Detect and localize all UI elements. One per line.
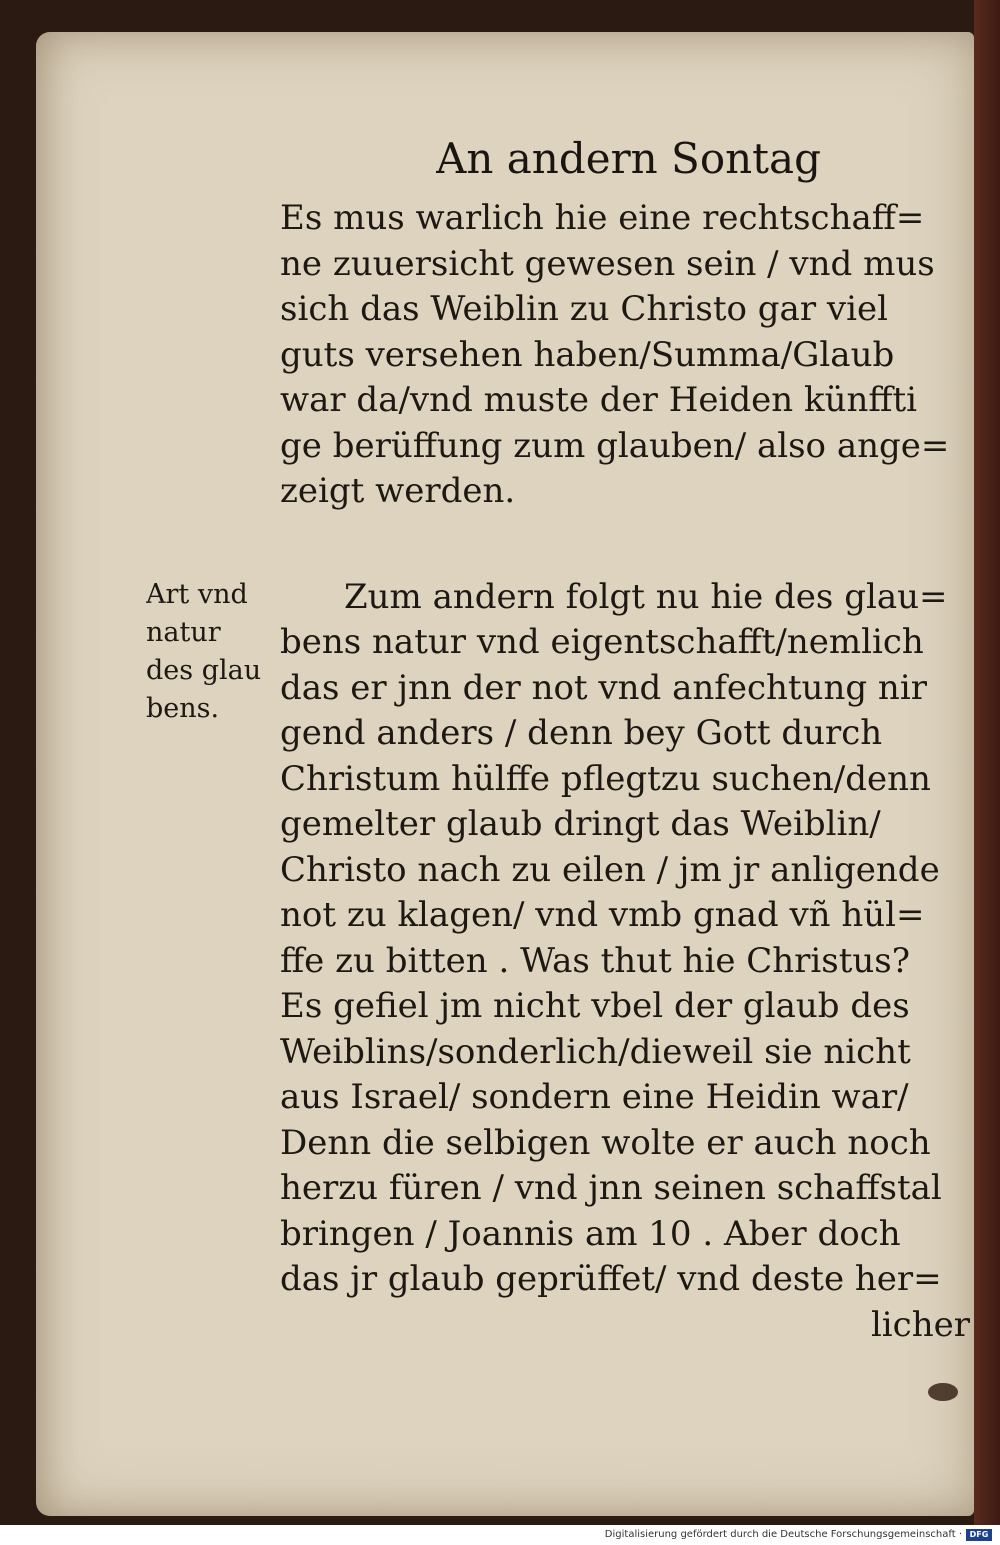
margin-line: bens. <box>146 693 220 724</box>
binding-edge <box>974 0 1000 1525</box>
text-line: Christo nach zu eilen / jm jr anligende <box>280 849 940 890</box>
text-line: bringen / Joannis am 10 . Aber doch <box>280 1213 901 1254</box>
ink-stain <box>928 1383 958 1401</box>
text-line: guts versehen haben/Summa/Glaub <box>280 334 895 375</box>
text-line: Weiblins/sonderlich/dieweil sie nicht <box>280 1031 911 1072</box>
paragraph-gap <box>280 515 970 575</box>
digitization-footer <box>0 1525 1000 1545</box>
margin-line: Art vnd <box>146 579 248 610</box>
text-line: herzu füren / vnd jnn seinen schaffstal <box>280 1168 942 1208</box>
paragraph-1 <box>280 196 970 515</box>
marginal-note <box>146 576 276 728</box>
text-line: zeigt werden. <box>280 471 516 511</box>
text-line: das er jnn der not vnd anfechtung nir <box>280 667 927 708</box>
margin-line: des glau <box>146 655 262 686</box>
text-line: Zum andern folgt nu hie des glau= <box>344 576 948 617</box>
text-line: Denn die selbigen wolte er auch noch <box>280 1122 931 1163</box>
text-line: not zu klagen/ vnd vmb gnad vñ hül= <box>280 895 925 935</box>
dfg-logo: DFG <box>966 1529 992 1541</box>
text-line: war da/vnd muste der Heiden künffti <box>280 380 918 420</box>
text-line: Christum hülffe pflegtzu suchen/denn <box>280 758 931 799</box>
text-line: gemelter glaub dringt das Weiblin/ <box>280 804 881 844</box>
main-text-block <box>280 196 970 1348</box>
paragraph-2 <box>280 575 970 1349</box>
text-line: bens natur vnd eigentschafft/nemlich <box>280 622 924 662</box>
footer-credit: Digitalisierung gefördert durch die Deutsche Forschungsgemeinschaft · <box>604 1529 962 1540</box>
text-line: Es gefiel jm nicht vbel der glaub des <box>280 986 910 1026</box>
margin-line: natur <box>146 617 221 648</box>
running-heading: An andern Sontag <box>436 134 821 183</box>
text-line: ne zuuersicht gewesen sein / vnd mus <box>280 243 935 284</box>
text-line: gend anders / denn bey Gott durch <box>280 713 883 753</box>
text-line: ge berüffung zum glauben/ also ange= <box>280 425 950 466</box>
text-line: das jr glaub geprüffet/ vnd deste her= <box>280 1259 942 1299</box>
catchword: licher <box>870 1304 970 1345</box>
text-line: sich das Weiblin zu Christo gar viel <box>280 289 888 329</box>
text-line: aus Israel/ sondern eine Heidin war/ <box>280 1077 909 1117</box>
text-line: ffe zu bitten . Was thut hie Christus? <box>280 940 910 981</box>
text-line: Es mus warlich hie eine rechtschaff= <box>280 198 925 238</box>
